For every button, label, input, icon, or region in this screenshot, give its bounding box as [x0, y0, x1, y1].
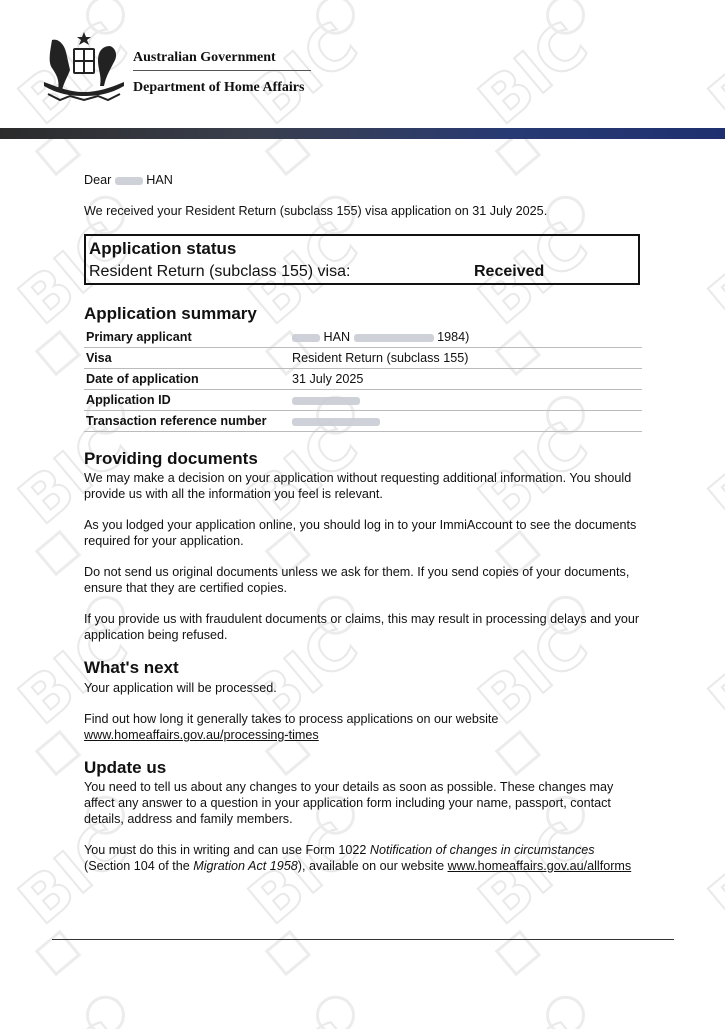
redacted-application-id: [292, 397, 360, 405]
intro-text: We received your Resident Return (subclass 155) visa application on 31 July 2025.: [84, 204, 548, 218]
status-title: Application status: [89, 239, 237, 258]
providing-paragraph-2: As you lodged your application online, you should log in to your ImmiAccount to see the documents required for your application.: [84, 518, 637, 548]
letterhead: [40, 30, 340, 110]
salutation: Dear HAN: [84, 173, 173, 187]
summary-value: [290, 390, 642, 411]
update-paragraph-1: You need to tell us about any changes to your details as soon as possible. These changes may affect any answer to a question in your application form including your name, passport, contact details, address and family members.: [84, 780, 614, 826]
update-title: Update us: [84, 758, 167, 777]
providing-paragraph-4: If you provide us with fraudulent documents or claims, this may result in processing delays and your application being refused.: [84, 612, 640, 642]
summary-value: 31 July 2025: [290, 369, 642, 390]
table-row: [84, 327, 642, 348]
next-paragraph-2: Find out how long it generally takes to process applications on our website: [84, 712, 499, 726]
table-row: [84, 369, 642, 390]
table-row: [84, 390, 642, 411]
processing-times-link[interactable]: www.homeaffairs.gov.au/processing-times: [84, 728, 319, 742]
update-paragraph-2: You must do this in writing and can use Form 1022 Notification of changes in circumstances (Section 104 of the Migration Act 1958), available on our website www.homeaffairs.gov.au/allforms: [84, 843, 632, 873]
coat-of-arms-icon: [40, 30, 128, 102]
redacted-transaction-ref: [292, 418, 380, 426]
summary-value: Resident Return (subclass 155): [290, 348, 642, 369]
providing-paragraph-3: Do not send us original documents unless we ask for them. If you send copies of your documents, ensure that they are certified copies.: [84, 565, 630, 595]
summary-title: Application summary: [84, 304, 257, 323]
summary-value: [290, 411, 642, 432]
table-row: [84, 348, 642, 369]
table-row: [84, 411, 642, 432]
next-link-line: [84, 727, 319, 743]
letterhead-rule: [133, 70, 311, 71]
status-value: Received: [474, 263, 545, 280]
summary-label: Transaction reference number: [84, 411, 290, 432]
summary-label: Application ID: [84, 390, 290, 411]
allforms-link[interactable]: www.homeaffairs.gov.au/allforms: [447, 859, 632, 873]
government-name: Australian Government: [133, 50, 276, 65]
department-name: Department of Home Affairs: [133, 80, 305, 95]
summary-label: Visa: [84, 348, 290, 369]
summary-label: Primary applicant: [84, 327, 290, 348]
header-banner: [0, 128, 725, 139]
redacted-dob: [354, 334, 434, 342]
redacted-given-name: [292, 334, 320, 342]
footer-rule: [52, 939, 674, 940]
providing-title: Providing documents: [84, 449, 258, 468]
providing-paragraph-1: We may make a decision on your application without requesting additional information. You should provide us with all the information you feel is relevant.: [84, 471, 632, 501]
next-paragraph-1: Your application will be processed.: [84, 681, 277, 695]
summary-value: HAN 1984): [290, 327, 642, 348]
application-status-box: [84, 234, 640, 285]
summary-label: Date of application: [84, 369, 290, 390]
summary-table: [84, 327, 642, 432]
next-title: What's next: [84, 658, 179, 677]
redacted-given-name: [115, 177, 143, 185]
status-label: Resident Return (subclass 155) visa:: [89, 263, 351, 280]
